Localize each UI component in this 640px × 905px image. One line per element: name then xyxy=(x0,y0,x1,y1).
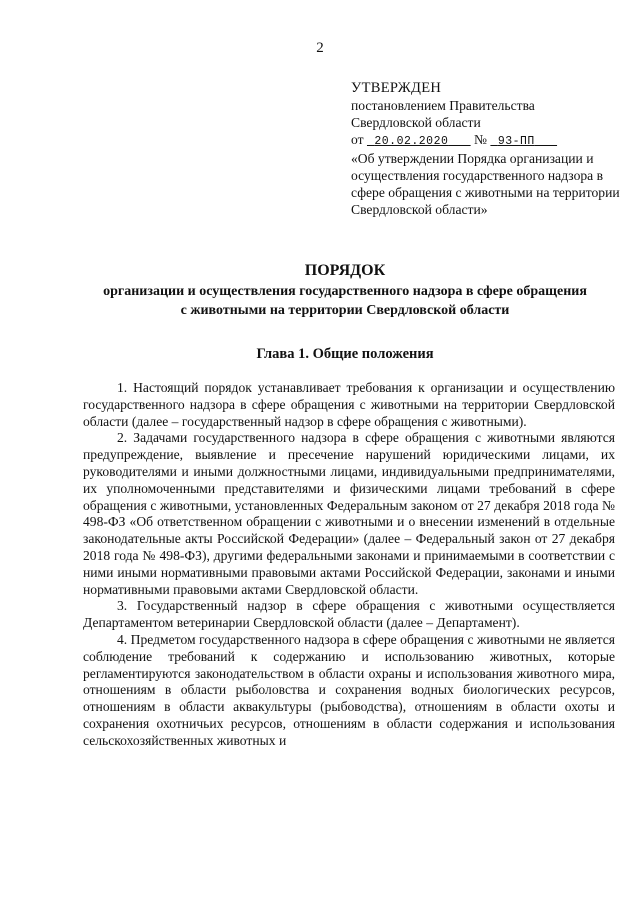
paragraph-4: 4. Предметом государственного надзора в сфере обращения с животными не является соблюдение требований к содержанию и использованию животных, которые регламентируются законодательством в области охраны и использования животного мира, отношениям в области рыболовства и сохранения водных биологических ресурсов, отношениям в области аквакультуры (рыбоводства), отношениям в области охоты и сохранения охотничьих ресурсов, отношениям в области содержания и использования сельскохозяйственных животных и xyxy=(83,631,615,748)
approval-title: УТВЕРЖДЕН xyxy=(351,80,442,96)
approval-line-2: Свердловской области xyxy=(351,115,481,130)
date-prefix: от xyxy=(351,132,364,147)
number-prefix: № xyxy=(474,132,487,147)
approval-line-1: постановлением Правительства xyxy=(351,98,535,113)
approval-number: 93-ПП xyxy=(497,135,535,148)
paragraph-1: 1. Настоящий порядок устанавливает требования к организации и осуществлению государственного надзора в сфере обращения с животными на территории Свердловской области (далее – государственный надзор в сфере обращения с животными). xyxy=(83,380,615,429)
decree-name: «Об утверждении Порядка организации и осуществления государственного надзора в сфере обращения с животными на территории Свердловской области» xyxy=(351,151,620,217)
approval-date: 20.02.2020 xyxy=(374,135,449,148)
paragraph-3: 3. Государственный надзор в сфере обращения с животными осуществляется Департаментом ветеринарии Свердловской области (далее – Департамент). xyxy=(83,598,615,631)
approval-block xyxy=(351,80,621,218)
document-body xyxy=(83,380,615,750)
page-number: 2 xyxy=(316,40,324,56)
paragraph-2: 2. Задачами государственного надзора в сфере обращения с животными являются предупреждение, выявление и пресечение нарушений юридическими лицами, их руководителями и иными должностными лицами, индивидуальными предпринимателями, их уполномоченными представителями и физическими лицами требований в сфере обращения с животными, установленных Федеральным законом от 27 декабря 2018 года № 498-ФЗ «Об ответственном обращении с животными и о внесении изменений в отдельные законодательные акты Российской Федерации» (далее – Федеральный закон от 27 декабря 2018 года № 498-ФЗ), другими федеральными законами и принимаемыми в соответствии с ними иными нормативными правовыми актами Российской Федерации, законами и иными нормативными правовыми актами Свердловской области. xyxy=(83,430,615,597)
document-title: ПОРЯДОК xyxy=(304,262,386,279)
approval-date-line xyxy=(351,131,621,150)
chapter-heading: Глава 1. Общие положения xyxy=(256,346,434,362)
document-subtitle: организации и осуществления государственного надзора в сфере обращения с животными на территории Свердловской области xyxy=(103,284,587,318)
